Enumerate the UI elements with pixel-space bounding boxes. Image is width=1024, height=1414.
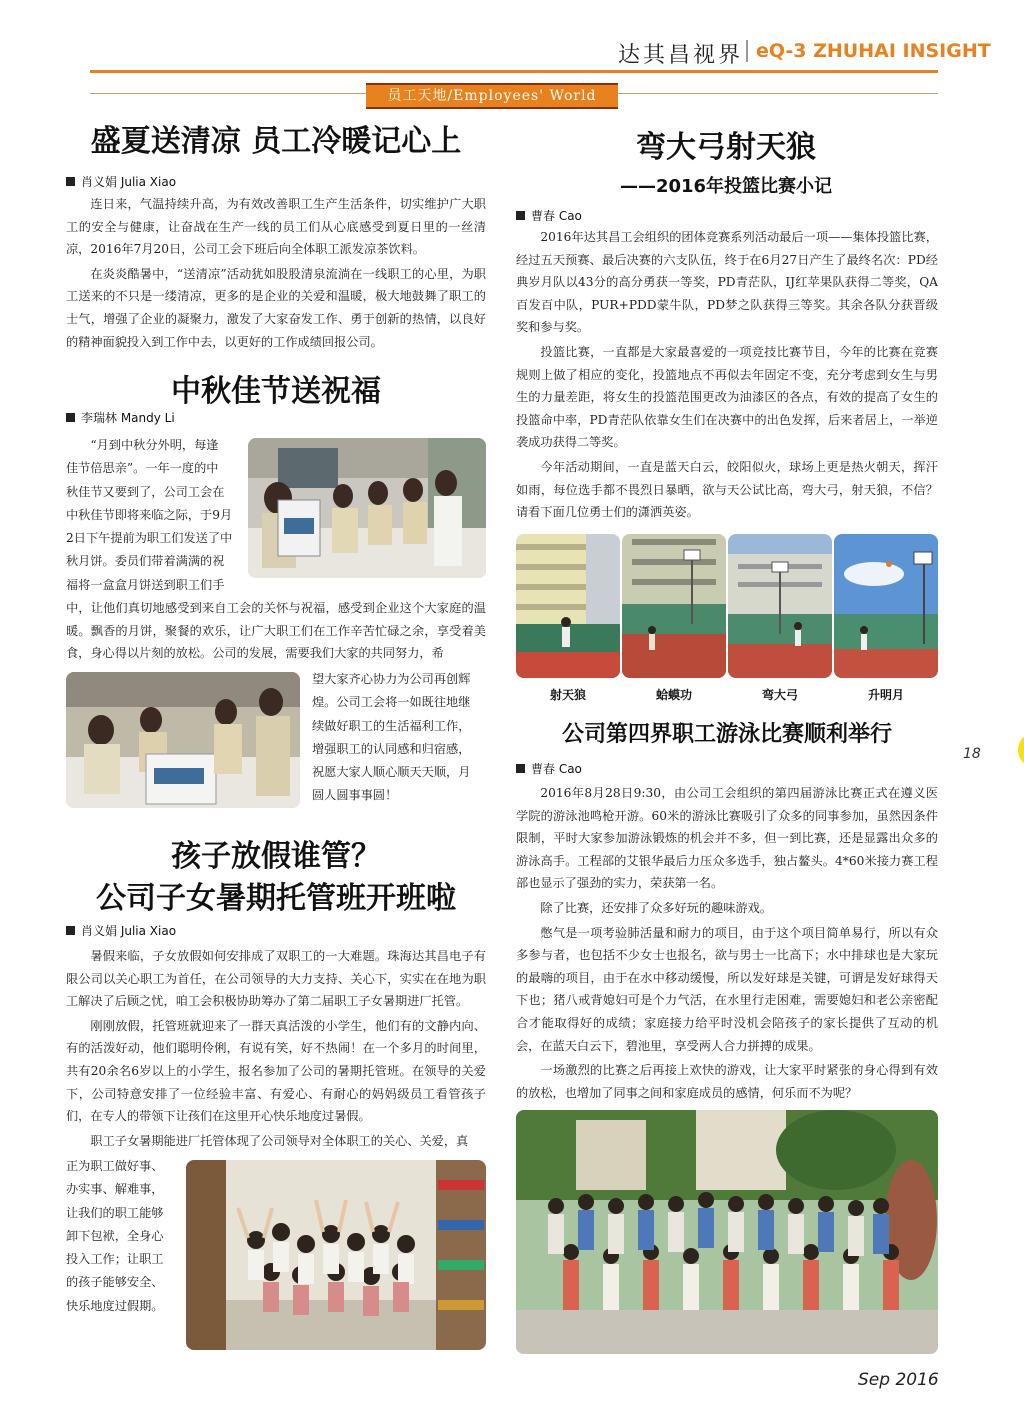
issue-date: Sep 2016 [858, 1370, 939, 1390]
banner-rule-right [618, 93, 938, 94]
swimming-group-photo [516, 1110, 938, 1354]
author-bullet [66, 177, 75, 186]
basketball-photo-1 [516, 534, 620, 678]
photo-caption: 射天狼 [549, 688, 586, 702]
article-3-title-line-2: 公司子女暑期托管班开班啦 [96, 881, 456, 916]
article-1-body [66, 193, 486, 353]
article-3-body [66, 945, 486, 1152]
paragraph: 暑假来临，子女放假如何安排成了双职工的一大难题。珠海达其昌电子有限公司以关心职工为首任，在公司领导的大力支持、关心下，实实在在地为职工解决了后顾之忧，咱工会积极协助筹办了第二届职工子女暑期进厂托管。 [66, 949, 486, 1009]
paragraph: 一场激烈的比赛之后再接上欢快的游戏，让大家平时紧张的身心得到有效的放松，也增加了同事之间和家庭成员的感情，何乐而不为呢？ [516, 1063, 938, 1100]
article-5-title: 公司第四界职工游泳比赛顺利举行 [561, 722, 892, 747]
masthead-english: eQ-3 ZHUHAI INSIGHT [756, 40, 991, 62]
paragraph: 职工子女暑期能进厂托管体现了公司领导对全体职工的关心、关爱，真 [90, 1133, 469, 1148]
paragraph: 憋气是一项考验肺活量和耐力的项目，由于这个项目简单易行，所以有众多参与者，也包括不少女士也报名，欲与男士一比高下；水中排球也是大家玩的最嗨的项目，由于在水中移动缓慢，所以发好球是关键，可谓是发好球得天下也；猪八戒背媳妇可是个力气活，在水里行走困难，需要媳妇和老公亲密配合才能取得好的成绩；家庭接力给平时没机会陪孩子的家长提供了互动的机会，在蓝天白云下，碧池里，享受两人合力拼搏的成果。 [516, 925, 938, 1053]
photo-caption: 升明月 [867, 688, 904, 702]
basketball-photo-3 [728, 534, 832, 678]
paragraph: 连日来，气温持续升高，为有效改善职工生产生活条件，切实维护广大职工的安全与健康，让奋战在生产一线的员工们从心底感受到夏日里的一丝清凉，2016年7月20日，公司工会下班后向全体职工派发凉茶饮料。 [66, 197, 486, 257]
article-3-wrap: 正为职工做好事、 办实事、解难事， 让我们的职工能够 卸下包袱，全身心 投入工作；让职工 的孩子能够安全、 快乐地度过假期。 [66, 1159, 164, 1313]
author-bullet [516, 211, 525, 220]
mooncake-photo-2 [66, 672, 300, 808]
article-1-title: 盛夏送清凉 员工冷暖记心上 [90, 124, 462, 159]
paragraph: 2016年达其昌工会组织的团体竞赛系列活动最后一项——集体投篮比赛，经过五天预赛、最后决赛的六支队伍，终于在6月27日产生了最终名次：PD经典岁月队以43分的高分勇获一等奖，PD青茫队，IJ红苹果队获得二等奖，QA百发百中队，PUR+PDD蒙牛队，PD梦之队获得三等奖。其余各队分获晋级奖和参与奖。 [516, 230, 938, 335]
article-4-title: 弯大弓射天狼 [636, 130, 816, 165]
banner-rule-left [90, 93, 366, 94]
article-2-wrap-bottom: 望大家齐心协力为公司再创辉 煌。公司工会将一如既往地继 续做好职工的生活福利工作， 增强职工的认同感和归宿感， 祝愿大家人顺心顺天天顺，月 圆人圆事事圆！ [312, 672, 471, 803]
article-1-author: 肖义娟 Julia Xiao [66, 173, 176, 190]
article-3-title-line-1: 孩子放假谁管？ [171, 839, 381, 874]
section-banner: 员工天地/Employees' World [366, 83, 618, 109]
paragraph: 除了比赛，还安排了众多好玩的趣味游戏。 [540, 900, 772, 915]
paragraph: 刚刚放假，托管班就迎来了一群天真活泼的小学生，他们有的文静内向、有的活泼好动，他们聪明伶俐，有说有笑，好不热闹！在一个多月的时间里，共有20余名6岁以上的小学生，报名参加了公司的暑期托管班。在领导的关爱下，公司特意安排了一位经验丰富、有爱心、有耐心的妈妈级员工看管孩子们，在专人的带领下让孩们在这里开心快乐地度过暑假。 [66, 1018, 486, 1124]
article-4-author: 曹春 Cao [516, 207, 582, 224]
article-4-body [516, 226, 938, 524]
author-bullet [66, 926, 75, 935]
article-3-author: 肖义娟 Julia Xiao [66, 922, 176, 939]
author-bullet [516, 764, 525, 773]
summer-class-photo [186, 1160, 486, 1350]
paragraph: 2016年8月28日9:30，由公司工会组织的第四届游泳比赛正式在遵义医学院的游泳池鸣枪开游。60米的游泳比赛吸引了众多的同事参加，虽然因条件限制，平时大家参加游泳锻炼的机会并不多，但一到比赛，还是显露出众多的游泳高手。工程部的艾银华最后力压众多选手，独占鳌头。4*60米接力赛工程部也显示了强劲的实力，荣获第一名。 [516, 786, 938, 891]
photo-caption: 弯大弓 [761, 688, 798, 702]
article-4-subtitle: ——2016年投篮比赛小记 [619, 176, 833, 197]
paragraph: 在炎炎酷暑中，“送清凉”活动犹如股股清泉流淌在一线职工的心里，为职工送来的不只是一缕清凉，更多的是企业的关爱和温暖，极大地鼓舞了职工的士气，增强了企业的凝聚力，激发了大家奋发工作、勇于创新的热情，以良好的精神面貌投入到工作中去，以更好的工作成绩回报公司。 [66, 266, 486, 349]
photo-caption: 蛤蟆功 [655, 688, 692, 702]
paragraph: 投篮比赛，一直都是大家最喜爱的一项竞技比赛节目，今年的比赛在竞赛规则上做了相应的变化，投篮地点不再似去年固定不变，充分考虑到女生与男生的力量差距，将女生的投篮范围更改为油漆区的各点，有效的提高了女生的投篮命中率，PD青茫队依靠女生们在决赛中的出色发挥，后来者居上，一举逆袭成功获得二等奖。 [516, 344, 938, 450]
author-bullet [66, 413, 75, 422]
mooncake-photo-1 [248, 438, 486, 578]
article-2-author: 李瑞林 Mandy Li [66, 409, 175, 426]
basketball-photo-2 [622, 534, 726, 678]
article-2-body [66, 597, 486, 665]
masthead-rule [90, 70, 938, 73]
article-2-title: 中秋佳节送祝福 [171, 374, 381, 409]
paragraph: 中，让他们真切地感受到来自工会的关怀与祝福，感受到企业这个大家庭的温暖。飘香的月饼，聚餐的欢乐，让广大职工们在工作辛苦忙碌之余，享受着美食，身心得以片刻的放松。公司的发展，需要我们大家的共同努力，希 [66, 601, 486, 661]
article-5-body [516, 782, 938, 1104]
basketball-photo-4 [834, 534, 938, 678]
masthead-separator [746, 40, 748, 62]
masthead-chinese: 达其昌视界 [618, 43, 744, 68]
article-5-author: 曹春 Cao [516, 760, 582, 777]
paragraph: 今年活动期间，一直是蓝天白云，皎阳似火，球场上更是热火朝天，挥汗如雨，每位选手都不畏烈日暴晒，欲与天公试比高，弯大弓，射天狼，不信？请看下面几位勇士们的潇洒英姿。 [516, 459, 938, 520]
article-2-wrap-top: “月到中秋分外明，每逢 佳节倍思亲”。一年一度的中 秋佳节又要到了，公司工会在 中秋佳节即将来临之际，于9月 2日下午提前为职工们发送了中 秋月饼。委员们带着满满的祝 福将一盒盒月饼送到职工们手 [66, 438, 233, 592]
page-marker-dot [1018, 732, 1024, 768]
page-number: 18 [963, 746, 981, 762]
